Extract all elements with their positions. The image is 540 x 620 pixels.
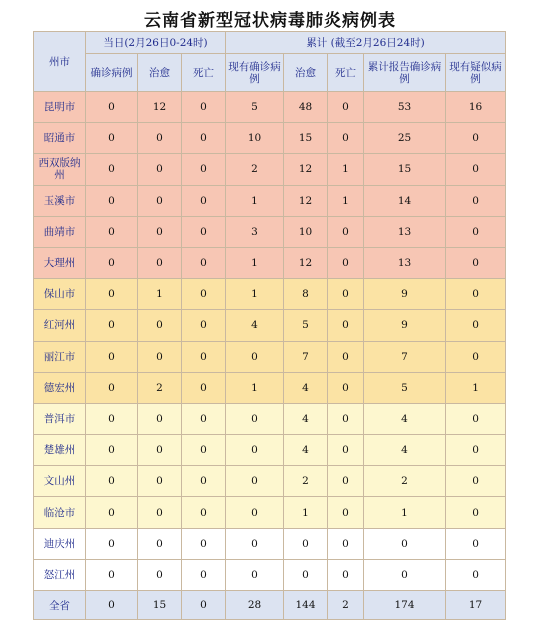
total-cell: 15 (138, 591, 182, 620)
total-cell: 0 (182, 591, 226, 620)
table-row (34, 372, 506, 403)
table-row (34, 310, 506, 341)
daily-group-header: 当日(2月26日0-24时) (86, 32, 226, 54)
value-cell: 0 (328, 403, 364, 434)
value-cell: 4 (284, 435, 328, 466)
total-label: 全省 (34, 591, 86, 620)
city-cell: 德宏州 (34, 372, 86, 403)
value-cell: 12 (284, 247, 328, 278)
value-cell: 0 (138, 123, 182, 154)
table-row (34, 185, 506, 216)
value-cell: 0 (182, 185, 226, 216)
city-cell: 保山市 (34, 279, 86, 310)
value-cell: 0 (182, 435, 226, 466)
value-cell: 4 (284, 372, 328, 403)
value-cell: 1 (138, 279, 182, 310)
value-cell: 0 (138, 528, 182, 559)
value-cell: 15 (364, 154, 446, 185)
value-cell: 0 (86, 559, 138, 590)
value-cell: 0 (182, 279, 226, 310)
value-cell: 7 (364, 341, 446, 372)
city-cell: 迪庆州 (34, 528, 86, 559)
value-cell: 0 (86, 185, 138, 216)
value-cell: 0 (86, 123, 138, 154)
value-cell: 0 (86, 341, 138, 372)
column-header: 治愈 (284, 54, 328, 92)
value-cell: 0 (446, 185, 506, 216)
total-cell: 17 (446, 591, 506, 620)
value-cell: 0 (446, 466, 506, 497)
city-cell: 楚雄州 (34, 435, 86, 466)
value-cell: 0 (138, 216, 182, 247)
value-cell: 53 (364, 92, 446, 123)
value-cell: 1 (226, 279, 284, 310)
value-cell: 0 (446, 403, 506, 434)
value-cell: 0 (182, 154, 226, 185)
value-cell: 0 (86, 92, 138, 123)
value-cell: 2 (138, 372, 182, 403)
table-row (34, 435, 506, 466)
value-cell: 0 (138, 559, 182, 590)
column-header: 死亡 (182, 54, 226, 92)
value-cell: 0 (138, 497, 182, 528)
value-cell: 0 (138, 247, 182, 278)
value-cell: 5 (364, 372, 446, 403)
value-cell: 0 (182, 403, 226, 434)
value-cell: 0 (138, 310, 182, 341)
value-cell: 0 (284, 528, 328, 559)
value-cell: 0 (328, 559, 364, 590)
table-row (34, 559, 506, 590)
value-cell: 0 (86, 279, 138, 310)
city-cell: 昭通市 (34, 123, 86, 154)
cumulative-group-header: 累计 (截至2月26日24时) (226, 32, 506, 54)
value-cell: 0 (364, 528, 446, 559)
value-cell: 13 (364, 216, 446, 247)
value-cell: 1 (284, 497, 328, 528)
value-cell: 0 (182, 92, 226, 123)
value-cell: 0 (182, 372, 226, 403)
value-cell: 0 (446, 123, 506, 154)
value-cell: 0 (328, 435, 364, 466)
value-cell: 0 (182, 341, 226, 372)
value-cell: 3 (226, 216, 284, 247)
value-cell: 25 (364, 123, 446, 154)
value-cell: 0 (446, 435, 506, 466)
value-cell: 0 (182, 216, 226, 247)
value-cell: 4 (226, 310, 284, 341)
city-cell: 大理州 (34, 247, 86, 278)
value-cell: 0 (446, 279, 506, 310)
value-cell: 0 (138, 466, 182, 497)
value-cell: 0 (86, 528, 138, 559)
city-cell: 普洱市 (34, 403, 86, 434)
value-cell: 0 (328, 92, 364, 123)
value-cell: 1 (328, 185, 364, 216)
value-cell: 0 (328, 216, 364, 247)
value-cell: 4 (364, 403, 446, 434)
value-cell: 4 (364, 435, 446, 466)
value-cell: 2 (364, 466, 446, 497)
value-cell: 0 (182, 247, 226, 278)
value-cell: 12 (284, 154, 328, 185)
value-cell: 10 (226, 123, 284, 154)
value-cell: 14 (364, 185, 446, 216)
column-header: 治愈 (138, 54, 182, 92)
value-cell: 0 (138, 403, 182, 434)
total-cell: 144 (284, 591, 328, 620)
value-cell: 0 (328, 497, 364, 528)
value-cell: 1 (226, 185, 284, 216)
value-cell: 0 (182, 123, 226, 154)
value-cell: 0 (226, 403, 284, 434)
value-cell: 7 (284, 341, 328, 372)
table-title: 云南省新型冠状病毒肺炎病例表 (144, 11, 396, 31)
value-cell: 0 (86, 154, 138, 185)
value-cell: 0 (86, 310, 138, 341)
city-cell: 丽江市 (34, 341, 86, 372)
value-cell: 0 (138, 154, 182, 185)
value-cell: 0 (446, 247, 506, 278)
total-cell: 0 (86, 591, 138, 620)
value-cell: 0 (328, 123, 364, 154)
column-header: 现有确诊病例 (226, 54, 284, 92)
value-cell: 0 (226, 559, 284, 590)
city-cell: 红河州 (34, 310, 86, 341)
city-header: 州市 (34, 32, 86, 92)
value-cell: 0 (86, 372, 138, 403)
table-row (34, 528, 506, 559)
value-cell: 5 (284, 310, 328, 341)
total-cell: 174 (364, 591, 446, 620)
case-table (33, 31, 506, 620)
value-cell: 0 (182, 559, 226, 590)
value-cell: 0 (86, 435, 138, 466)
value-cell: 0 (226, 435, 284, 466)
value-cell: 0 (182, 497, 226, 528)
value-cell: 12 (284, 185, 328, 216)
table-row (34, 497, 506, 528)
table-row (34, 247, 506, 278)
value-cell: 1 (226, 372, 284, 403)
value-cell: 0 (138, 341, 182, 372)
value-cell: 0 (226, 341, 284, 372)
value-cell: 0 (138, 185, 182, 216)
city-cell: 临沧市 (34, 497, 86, 528)
city-cell: 曲靖市 (34, 216, 86, 247)
column-header: 死亡 (328, 54, 364, 92)
value-cell: 9 (364, 310, 446, 341)
value-cell: 0 (86, 216, 138, 247)
value-cell: 12 (138, 92, 182, 123)
table-row (34, 154, 506, 185)
value-cell: 0 (86, 466, 138, 497)
column-header: 确诊病例 (86, 54, 138, 92)
table-row (34, 216, 506, 247)
table-row (34, 92, 506, 123)
table-row (34, 466, 506, 497)
value-cell: 8 (284, 279, 328, 310)
value-cell: 0 (446, 341, 506, 372)
value-cell: 1 (328, 154, 364, 185)
value-cell: 5 (226, 92, 284, 123)
value-cell: 0 (364, 559, 446, 590)
value-cell: 0 (226, 528, 284, 559)
table-row (34, 123, 506, 154)
value-cell: 0 (328, 372, 364, 403)
value-cell: 2 (226, 154, 284, 185)
value-cell: 0 (328, 466, 364, 497)
value-cell: 9 (364, 279, 446, 310)
value-cell: 0 (284, 559, 328, 590)
value-cell: 15 (284, 123, 328, 154)
value-cell: 4 (284, 403, 328, 434)
city-cell: 文山州 (34, 466, 86, 497)
value-cell: 16 (446, 92, 506, 123)
value-cell: 0 (446, 154, 506, 185)
table-row (34, 279, 506, 310)
value-cell: 0 (328, 341, 364, 372)
table-row (34, 341, 506, 372)
total-row (34, 591, 506, 620)
value-cell: 0 (182, 466, 226, 497)
value-cell: 0 (182, 528, 226, 559)
value-cell: 0 (446, 310, 506, 341)
value-cell: 0 (328, 247, 364, 278)
value-cell: 0 (138, 435, 182, 466)
value-cell: 1 (446, 372, 506, 403)
table-row (34, 403, 506, 434)
city-cell: 昆明市 (34, 92, 86, 123)
value-cell: 48 (284, 92, 328, 123)
value-cell: 0 (446, 559, 506, 590)
value-cell: 13 (364, 247, 446, 278)
value-cell: 0 (86, 247, 138, 278)
value-cell: 0 (226, 497, 284, 528)
column-header: 现有疑似病例 (446, 54, 506, 92)
value-cell: 2 (284, 466, 328, 497)
value-cell: 0 (328, 279, 364, 310)
city-cell: 玉溪市 (34, 185, 86, 216)
value-cell: 0 (182, 310, 226, 341)
value-cell: 0 (86, 497, 138, 528)
value-cell: 1 (226, 247, 284, 278)
value-cell: 0 (446, 216, 506, 247)
table-body (34, 92, 506, 591)
value-cell: 0 (328, 310, 364, 341)
column-header: 累计报告确诊病例 (364, 54, 446, 92)
total-cell: 2 (328, 591, 364, 620)
total-cell: 28 (226, 591, 284, 620)
city-cell: 怒江州 (34, 559, 86, 590)
value-cell: 0 (446, 528, 506, 559)
value-cell: 0 (86, 403, 138, 434)
city-cell: 西双版纳州 (34, 154, 86, 185)
value-cell: 10 (284, 216, 328, 247)
value-cell: 1 (364, 497, 446, 528)
value-cell: 0 (328, 528, 364, 559)
value-cell: 0 (446, 497, 506, 528)
value-cell: 0 (226, 466, 284, 497)
